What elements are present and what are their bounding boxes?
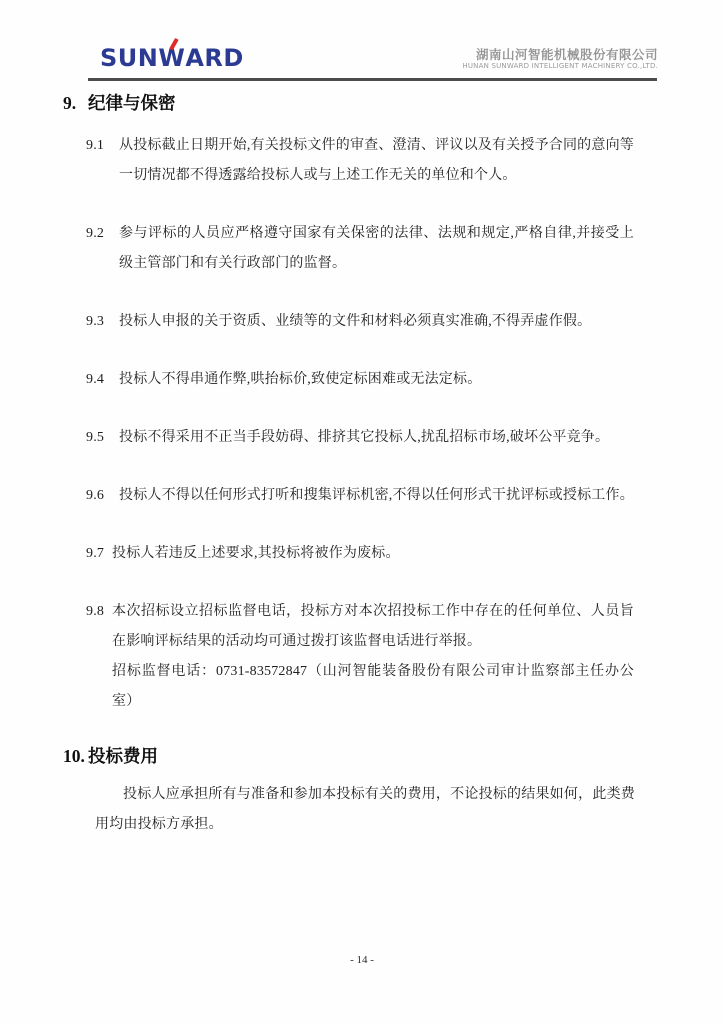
company-block bbox=[462, 47, 658, 71]
clause-9-1 bbox=[86, 131, 634, 191]
clause-9-3 bbox=[86, 307, 634, 337]
page-header bbox=[0, 0, 724, 82]
section-9-heading bbox=[63, 92, 724, 115]
clause-text: 投标人不得以任何形式打听和搜集评标机密,不得以任何形式干扰评标或授标工作。 bbox=[119, 488, 634, 503]
logo-text-suffix: ARD bbox=[185, 44, 244, 72]
clause-9-4 bbox=[86, 365, 634, 395]
clause-text: 投标人不得串通作弊,哄抬标价,致使定标困难或无法定标。 bbox=[119, 372, 482, 387]
logo-text-prefix: SUN bbox=[100, 44, 159, 72]
section-9-title: 纪律与保密 bbox=[88, 93, 176, 113]
logo-letter-w: W bbox=[158, 46, 185, 70]
clause-9-5 bbox=[86, 423, 634, 453]
section-9-number: 9. bbox=[63, 93, 77, 113]
sunward-logo bbox=[100, 46, 244, 70]
clause-number: 9.2 bbox=[86, 226, 105, 241]
clause-text: 投标人若违反上述要求,其投标将被作为废标。 bbox=[112, 546, 400, 561]
section-10-title: 投标费用 bbox=[88, 746, 158, 766]
clause-9-6 bbox=[86, 481, 634, 511]
clause-text: 投标不得采用不正当手段妨碍、排挤其它投标人,扰乱招标市场,破坏公平竞争。 bbox=[119, 430, 610, 445]
clause-number: 9.7 bbox=[86, 546, 105, 561]
clause-number: 9.3 bbox=[86, 314, 105, 329]
section-9-items bbox=[86, 131, 634, 717]
clause-text: 参与评标的人员应严格遵守国家有关保密的法律、法规和规定,严格自律,并接受上级主管部门和有关行政部门的监督。 bbox=[119, 226, 634, 271]
clause-9-7 bbox=[86, 539, 634, 569]
clause-number: 9.1 bbox=[86, 138, 105, 153]
page-footer bbox=[0, 954, 724, 966]
clause-number: 9.8 bbox=[86, 604, 105, 619]
section-10-heading bbox=[63, 745, 724, 768]
clause-9-2 bbox=[86, 219, 634, 279]
clause-text: 本次招标设立招标监督电话，投标方对本次招投标工作中存在的任何单位、人员旨在影响评标结果的活动均可通过拨打该监督电话进行举报。 bbox=[112, 604, 634, 649]
page-number: - 14 - bbox=[350, 954, 374, 966]
company-name-en: HUNAN SUNWARD INTELLIGENT MACHINERY CO.,LTD. bbox=[462, 62, 658, 70]
section-10-paragraph: 投标人应承担所有与准备和参加本投标有关的费用，不论投标的结果如何，此类费用均由投标方承担。 bbox=[95, 787, 635, 832]
supervision-phone-line: 招标监督电话：0731-83572847（山河智能装备股份有限公司审计监察部主任办公室） bbox=[112, 664, 634, 709]
clause-number: 9.5 bbox=[86, 430, 105, 445]
clause-9-8 bbox=[86, 597, 634, 717]
clause-text: 从投标截止日期开始,有关投标文件的审查、澄清、评议以及有关授予合同的意向等一切情况都不得透露给投标人或与上述工作无关的单位和个人。 bbox=[119, 138, 634, 183]
section-10-number: 10. bbox=[63, 746, 85, 766]
clause-number: 9.4 bbox=[86, 372, 105, 387]
clause-number: 9.6 bbox=[86, 488, 105, 503]
header-divider bbox=[88, 78, 657, 81]
clause-text: 投标人申报的关于资质、业绩等的文件和材料必须真实准确,不得弄虚作假。 bbox=[119, 314, 592, 329]
company-name-cn: 湖南山河智能机械股份有限公司 bbox=[475, 47, 658, 62]
